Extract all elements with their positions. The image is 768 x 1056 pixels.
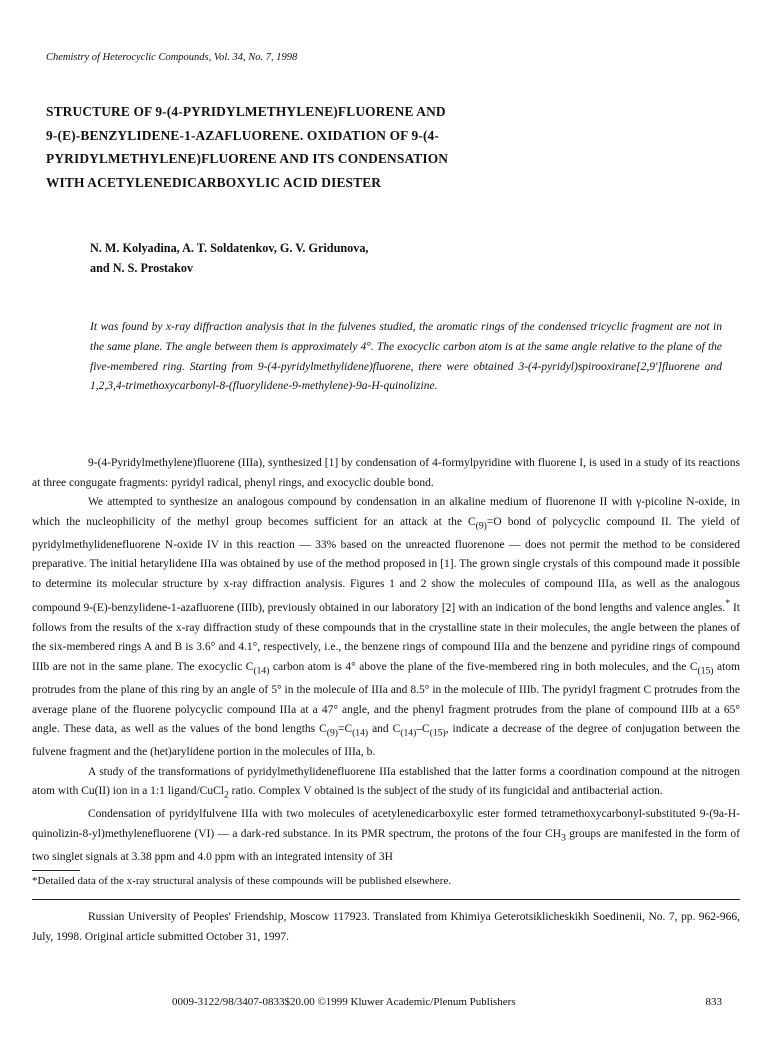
footnote-divider: [32, 870, 80, 871]
p2-text-1: We attempted to synthesize an analogous compound by condensation in an alkaline medium of fluorenone II with γ-picoline N-oxide, in which the nucleophilicity of the methyl group becomes sufficient for an attack at the C: [32, 496, 740, 528]
p3-text-2: ratio. Complex V obtained is the subject of the study of its fungicidal and antibacterial action.: [228, 785, 663, 798]
paragraph-3: [32, 763, 740, 805]
p4-text-2: groups are manifested in the form of two singlet signals at 3.38 ppm and 4.0 ppm with an integrated intensity of 3H: [32, 827, 740, 863]
subscript: 3: [561, 832, 566, 843]
subscript: 2: [223, 789, 229, 801]
affiliation: Russian University of Peoples' Friendship, Moscow 117923. Translated from Khimiya Geterotsiklicheskikh Soedinenii, No. 7, pp. 962-966, July, 1998. Original article submitted October 31, 1997.: [32, 911, 740, 943]
title-line-2: 9-(E)-BENZYLIDENE-1-AZAFLUORENE. OXIDATION OF 9-(4-: [46, 127, 440, 143]
p2-text-3: It follows from the results of the x-ray diffraction study of these compounds that in the crystalline state in their molecules, the angle between the planes of the six-membered rings A and B is 3.6° and 4.1°, respectively, i.e., the benzene rings of compound IIIa and the benzene and pyridine rings of compound IIIb are not in the same plane. The exocyclic C: [32, 602, 740, 674]
p2-text-and: and C: [368, 723, 401, 736]
affiliation-divider: [32, 899, 740, 900]
journal-header: Chemistry of Heterocyclic Compounds, Vol. 34, No. 7, 1998: [46, 52, 298, 63]
body-text: [32, 454, 740, 867]
paragraph-1: 9-(4-Pyridylmethylene)fluorene (IIIa), synthesized [1] by condensation of 4-formylpyridine with fluorene I, is used in a study of its reactions at three congugate fragments: pyridyl radical, phenyl rings, and exocyclic double bond.: [32, 457, 740, 489]
p2-text-5: atom protrudes from the plane of this ring by an angle of 5° in the molecule of IIIa and 8.5° in the molecule of IIIb. The pyridyl fragment C protrudes from the average plane of the fluorene polycyclic compound IIIa at a 47° angle, and the phenyl fragment protrudes from the plane of compound IIIb at a 65° angle. These data, as well as the values of the bond lengths C: [32, 661, 740, 736]
authors-line-2: and N. S. Prostakov: [90, 261, 194, 275]
title-line-3: PYRIDYLMETHYLENE)FLUORENE AND ITS CONDENSATION: [46, 151, 449, 166]
p3-text-1: A study of the transformations of pyridylmethylidenefluorene IIIa established that the latter forms a coordination compound at the nitrogen atom with Cu(II) ion in a 1:1 ligand/CuCl: [32, 765, 740, 798]
footnote-marker: *: [725, 598, 731, 610]
article-title: [46, 100, 706, 194]
paragraph-2: [32, 493, 740, 762]
p2-text-4: carbon atom is 4° above the plane of the five-membered ring in both molecules, and the C: [269, 661, 698, 674]
author-list: [90, 238, 368, 278]
subscript: (15): [429, 727, 446, 739]
p4-text-1: Condensation of pyridylfulvene IIIa with two molecules of acetylenedicarboxylic ester formed tetramethoxycarbonyl-substituted 9-(9a-H-quinolizin-8-yl)methylenefluorene (VI) — a dark-red substance. In its PMR spectrum, the protons of the four CH: [32, 808, 740, 840]
subscript: (14): [352, 727, 369, 739]
authors-line-1: N. M. Kolyadina, A. T. Soldatenkov, G. V. Gridunova,: [90, 241, 369, 255]
publisher-code: 0009-3122/98/3407-0833$20.00 ©1999 Kluwer Academic/Plenum Publishers: [172, 996, 516, 1008]
title-line-4: WITH ACETYLENEDICARBOXYLIC ACID DIESTER: [46, 174, 382, 190]
paragraph-4: [32, 805, 740, 867]
subscript: (14): [400, 727, 417, 739]
p2-text-eq: =C: [337, 723, 353, 736]
subscript: (14): [253, 665, 270, 677]
p2-text-2: =O bond of polycyclic compound II. The yield of pyridylmethylidenefluorene N-oxide IV in this reaction — 33% based on the unreacted fluorenone — does not permit the method to be considered preparative. The initial hetarylidene IIIa was obtained by use of the method proposed in [1]. The grown single crystals of this compound made it possible to determine its molecular structure by x-ray diffraction analysis. Figures 1 and 2 show the molecules of compound IIIa, as well as the analogous compound 9-(E)-benzylidene-1-azafluorene (IIIb), previously obtained in our laboratory [2] with an indication of the bond lengths and valence angles.: [32, 515, 740, 615]
page-number: 833: [705, 996, 722, 1008]
footnote: *Detailed data of the x-ray structural analysis of these compounds will be published elsewhere.: [32, 875, 452, 887]
subscript: (9): [475, 520, 487, 532]
subscript: (15): [697, 665, 714, 677]
abstract: It was found by x-ray diffraction analysis that in the fulvenes studied, the aromatic rings of the condensed tricyclic fragment are not in the same plane. The angle between them is approximately 4°. The exocyclic carbon atom is at the same angle relative to the plane of the five-membered ring. Starting from 9-(4-pyridylmethylidene)fluorene, there were obtained 3-(4-pyridyl)spirooxirane[2,9']fluorene and 1,2,3,4-trimethoxycarbonyl-8-(fluorylidene-9-methylene)-9a-H-quinolizine.: [90, 321, 722, 393]
title-line-1: STRUCTURE OF 9-(4-PYRIDYLMETHYLENE)FLUORENE AND: [46, 104, 446, 119]
subscript: (9): [326, 727, 338, 739]
p2-text-dash: –C: [416, 723, 430, 736]
p2-text-6: , indicate a decrease of the degree of conjugation between the fulvene fragment and the (het)arylidene portion in the molecules of IIIa, b.: [32, 723, 740, 759]
